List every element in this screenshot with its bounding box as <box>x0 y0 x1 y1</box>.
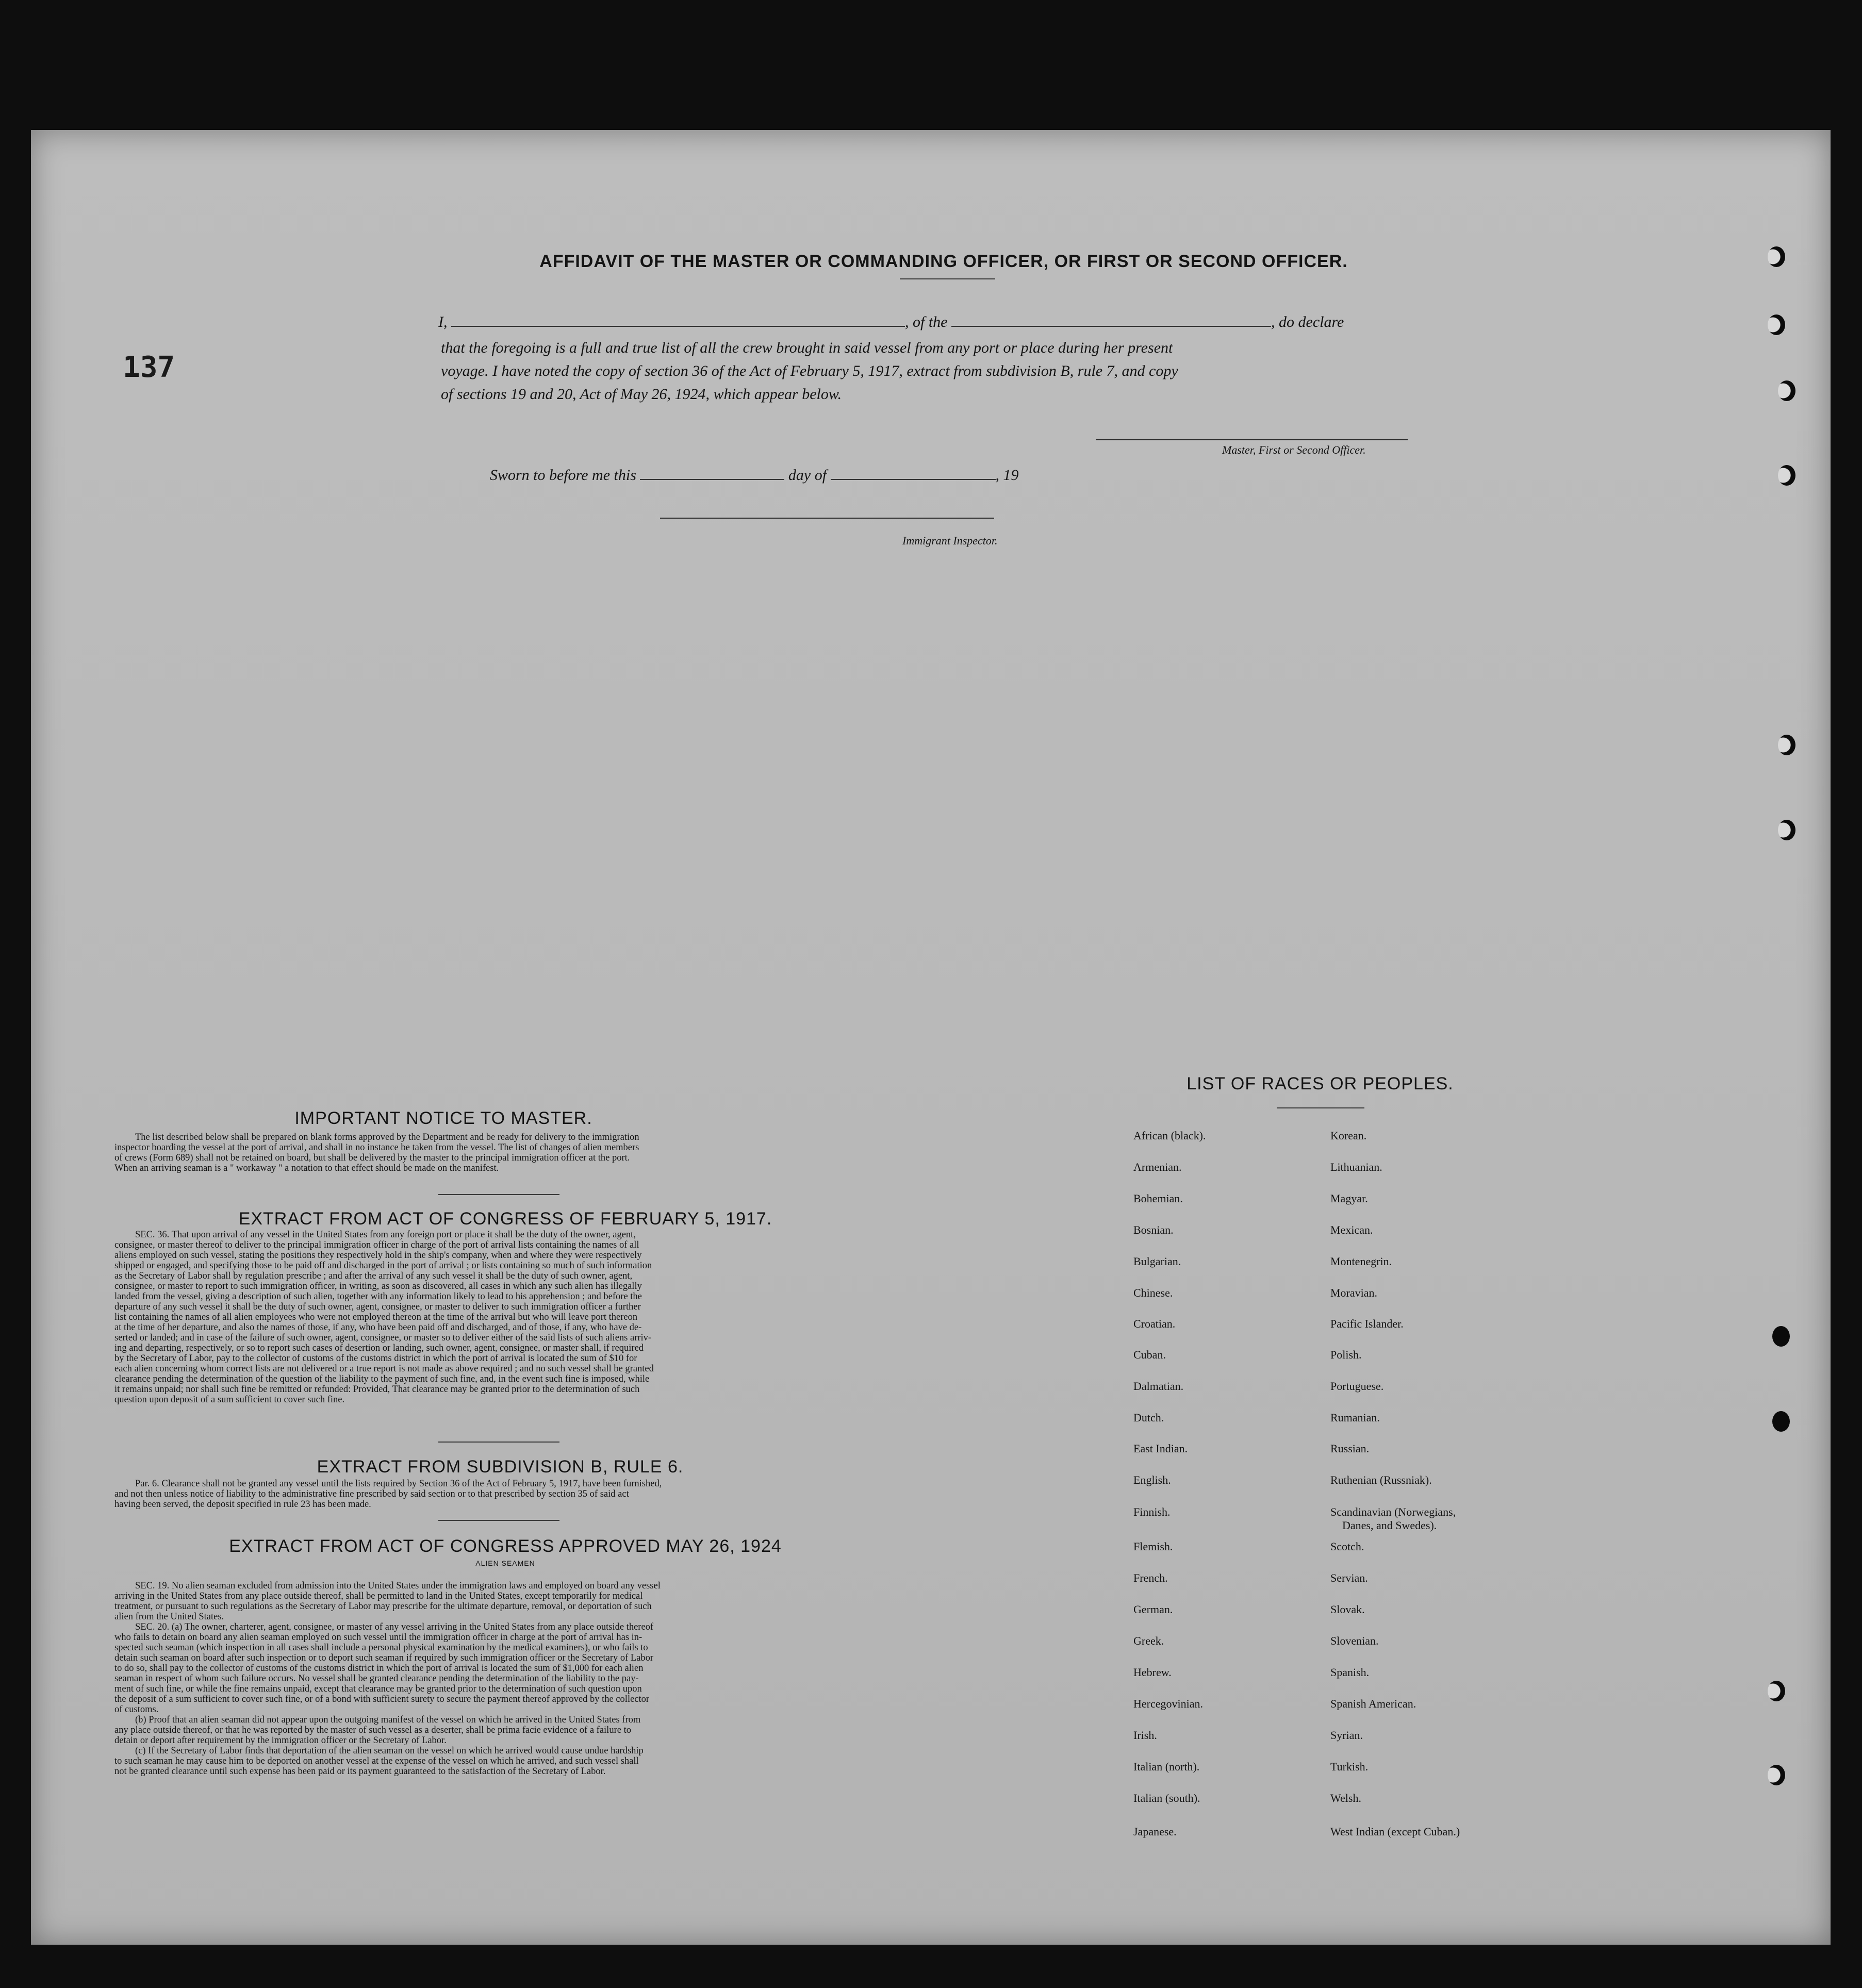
year-label: , 19 <box>995 467 1019 484</box>
extract-1917-line: serted or landed; and in case of the failure of such owner, agent, consignee, or master so to deliver either of the said lists of such aliens arriv- <box>114 1333 652 1343</box>
punch-hole-icon <box>1778 465 1795 486</box>
race-right-continuation: Danes, and Swedes). <box>1342 1519 1437 1532</box>
sworn-month-blank[interactable] <box>831 468 996 480</box>
race-left: Bosnian. <box>1133 1223 1174 1236</box>
race-left: English. <box>1133 1473 1171 1486</box>
extract-1924-line: spected such seaman (which inspection in all cases shall include a personal physical examination by the medical examiners), or who fails to <box>114 1643 648 1653</box>
extract-1924-line: seaman in respect of whom such failure occurs. No vessel shall be granted clearance pending the determination of the liability to the pay- <box>114 1674 639 1684</box>
extract-1917-line: it remains unpaid; nor shall such fine be remitted or refunded: Provided, That clearance may be granted prior to the determination of such <box>114 1384 640 1395</box>
race-right: Slovak. <box>1330 1603 1365 1616</box>
rule-6-line: having been served, the deposit specified in rule 23 has been made. <box>114 1499 371 1510</box>
vessel-blank[interactable] <box>951 314 1271 327</box>
affidavit-title-rule <box>900 278 995 279</box>
punch-hole-icon <box>1768 1765 1785 1785</box>
race-right: Turkish. <box>1330 1760 1369 1773</box>
extract-1924-line: (c) If the Secretary of Labor finds that deportation of the alien seaman on the vessel on which he arrived would cause undue hardship <box>135 1746 644 1756</box>
races-divider <box>1277 1107 1364 1108</box>
extract-1917-body <box>114 1230 893 1405</box>
punch-hole-icon <box>1768 1681 1785 1701</box>
race-right: Servian. <box>1330 1571 1368 1584</box>
race-left: Chinese. <box>1133 1286 1173 1299</box>
race-left: Croatian. <box>1133 1317 1176 1330</box>
extract-1924-line: any place outside thereof, or that he was reported by the master of such vessel as a deserter, shall be prima facie evidence of a failure to <box>114 1725 631 1735</box>
race-right: Magyar. <box>1330 1192 1368 1205</box>
race-right: Scotch. <box>1330 1540 1364 1553</box>
race-right: Korean. <box>1330 1129 1367 1142</box>
notice-title: IMPORTANT NOTICE TO MASTER. <box>294 1108 592 1128</box>
extract-1924-line: to do so, shall pay to the collector of customs of the customs district in which the port of arrival is located the sum of $1,000 for each alien <box>114 1663 644 1674</box>
extract-1924-title: EXTRACT FROM ACT OF CONGRESS APPROVED MAY 26, 1924 <box>229 1536 782 1556</box>
extract-1917-line: SEC. 36. That upon arrival of any vessel in the United States from any foreign port or place it shall be the duty of the owner, agent, <box>135 1230 636 1240</box>
race-right: Syrian. <box>1330 1729 1363 1742</box>
race-left: East Indian. <box>1133 1442 1188 1455</box>
races-title: LIST OF RACES OR PEOPLES. <box>1187 1074 1454 1094</box>
race-left: Hercegovinian. <box>1133 1697 1203 1710</box>
day-of-label: day of <box>788 467 827 484</box>
race-left: Italian (north). <box>1133 1760 1200 1773</box>
race-right: Moravian. <box>1330 1286 1378 1299</box>
race-right: West Indian (except Cuban.) <box>1330 1825 1460 1838</box>
notice-line: When an arriving seaman is a " workaway " a notation to that effect should be made on the manifest. <box>114 1163 499 1173</box>
extract-1917-line: question upon deposit of a sum sufficient to cover such fine. <box>114 1395 345 1405</box>
extract-1924-body <box>114 1581 893 1777</box>
affidavit-declare-label: , do declare <box>1271 313 1344 330</box>
race-left: Dutch. <box>1133 1411 1164 1424</box>
race-left: French. <box>1133 1571 1168 1584</box>
race-right: Polish. <box>1330 1348 1362 1361</box>
extract-1924-line: who fails to detain on board any alien seaman employed on such vessel until the immigration officer in charge at the port of arrival has in- <box>114 1632 642 1643</box>
race-right: Scandinavian (Norwegians, <box>1330 1505 1456 1518</box>
extract-1917-line: shipped or engaged, and specifying those to be paid off and discharged in the port of arrival ; or lists containing so much of such information <box>114 1261 652 1271</box>
master-signature-label: Master, First or Second Officer. <box>1222 443 1366 456</box>
extract-1917-line: at the time of her departure, and also the names of those, if any, who have been paid off and discharged, and of those, if any, who have de- <box>114 1322 642 1333</box>
extract-1917-line: consignee, or master thereof to deliver to the principal immigration officer in charge of the port of arrival lists containing the names of all <box>114 1240 639 1250</box>
race-left: German. <box>1133 1603 1173 1616</box>
affidavit-line-4: of sections 19 and 20, Act of May 26, 1924, which appear below. <box>441 386 842 403</box>
sworn-day-blank[interactable] <box>640 468 784 480</box>
extract-1917-divider <box>438 1442 559 1443</box>
extract-1917-line: landed from the vessel, giving a description of such alien, together with any information likely to lead to his apprehension ; and before the <box>114 1291 642 1302</box>
extract-1924-line: treatment, or pursuant to such regulations as the Secretary of Labor may prescribe for the ultimate departure, removal, or deportation of such <box>114 1601 652 1612</box>
rule-6-body <box>114 1479 893 1510</box>
notice-body <box>114 1132 893 1173</box>
extract-1917-line: list containing the names of all alien employees who were not employed thereon at the time of the arrival but who will leave port thereon <box>114 1312 638 1322</box>
notice-divider <box>438 1194 559 1195</box>
race-left: Italian (south). <box>1133 1792 1200 1804</box>
rule-6-divider <box>438 1520 559 1521</box>
rule-6-line: and not then unless notice of liability to the administrative fine prescribed by said section or to that prescribed by section 35 of said act <box>114 1489 629 1499</box>
race-right: Rumanian. <box>1330 1411 1380 1424</box>
sworn-label: Sworn to before me this <box>490 467 636 484</box>
race-left: Bohemian. <box>1133 1192 1183 1205</box>
extract-1917-line: clearance pending the determination of the question of the liability to the payment of such fine, and, in the event such fine is imposed, while <box>114 1374 650 1384</box>
race-right: Spanish. <box>1330 1666 1370 1679</box>
extract-1924-line: not be granted clearance until such expense has been paid or its payment guaranteed to the satisfaction of the Secretary of Labor. <box>114 1766 606 1777</box>
race-left: Japanese. <box>1133 1825 1177 1838</box>
extract-1924-line: SEC. 20. (a) The owner, charterer, agent, consignee, or master of any vessel arriving in the United States from any place outside thereof <box>135 1622 654 1632</box>
extract-1924-line: to such seaman he may cause him to be deported on another vessel at the expense of the vessel on which he arrived, and such vessel shall <box>114 1756 639 1766</box>
rule-6-line: Par. 6. Clearance shall not be granted any vessel until the lists required by Section 36 of the Act of February 5, 1917, have been furnished, <box>135 1479 662 1489</box>
race-right: Portuguese. <box>1330 1380 1384 1393</box>
extract-1917-line: consignee, or master to report to such immigration officer, in writing, as soon as discovered, all cases in which any such alien has illegally <box>114 1281 642 1291</box>
extract-1924-line: alien from the United States. <box>114 1612 224 1622</box>
notice-line: inspector boarding the vessel at the port of arrival, and shall in no instance be taken from the vessel. The list of changes of alien members <box>114 1142 639 1153</box>
extract-1924-subtitle: ALIEN SEAMEN <box>475 1559 535 1567</box>
master-signature-line[interactable] <box>1096 439 1408 440</box>
extract-1917-line: each alien concerning whom correct lists are not delivered or a true report is not made as above required ; and no such vessel shall be granted <box>114 1364 654 1374</box>
extract-1924-line: the deposit of a sum sufficient to cover such fine, or of a bond with sufficient surety to secure the payment thereof approved by the collector <box>114 1694 650 1704</box>
notice-line: The list described below shall be prepared on blank forms approved by the Department and be ready for delivery to the immigration <box>135 1132 639 1142</box>
extract-1924-line: SEC. 19. No alien seaman excluded from admission into the United States under the immigration laws and employed on board any vessel <box>135 1581 661 1591</box>
race-right: Slovenian. <box>1330 1634 1379 1647</box>
extract-1924-line: ment of such fine, or while the fine remains unpaid, except that clearance may be granted prior to the determination of such question upon <box>114 1684 642 1694</box>
rule-6-title: EXTRACT FROM SUBDIVISION B, RULE 6. <box>317 1457 684 1477</box>
punch-hole-icon <box>1778 735 1795 755</box>
punch-hole-icon <box>1772 1326 1790 1347</box>
extract-1917-line: aliens employed on such vessel, stating the positions they respectively hold in the ship's company, when and where they were respectively <box>114 1250 642 1261</box>
inspector-signature-line[interactable] <box>660 518 994 519</box>
race-left: Irish. <box>1133 1729 1157 1742</box>
extract-1924-line: detain or deport after requirement by the immigration officer or the Secretary of Labor. <box>114 1735 447 1746</box>
affidavit-i-label: I, <box>438 313 448 330</box>
race-right: Montenegrin. <box>1330 1255 1392 1268</box>
name-blank[interactable] <box>451 314 905 327</box>
affidavit-line-3: voyage. I have noted the copy of section 36 of the Act of February 5, 1917, extract from subdivision B, rule 7, and copy <box>441 362 1178 379</box>
race-left: Hebrew. <box>1133 1666 1172 1679</box>
race-right: Spanish American. <box>1330 1697 1416 1710</box>
notice-line: of crews (Form 689) shall not be retained on board, but shall be delivered by the master to the principal immigration officer at the port. <box>114 1153 630 1163</box>
inspector-signature-label: Immigrant Inspector. <box>902 534 998 547</box>
punch-hole-icon <box>1772 1411 1790 1432</box>
extract-1917-line: as the Secretary of Labor shall by regulation prescribe ; and after the arrival of any such vessel it shall be the duty of such owner, agent, <box>114 1271 633 1281</box>
race-left: Bulgarian. <box>1133 1255 1181 1268</box>
extract-1917-line: ing and departing, respectively, or so to report such cases of desertion or landing, such owner, agent, consignee, or master shall, if required <box>114 1343 644 1353</box>
punch-hole-icon <box>1768 246 1785 267</box>
punch-hole-icon <box>1778 380 1795 401</box>
page-number-stamp: 137 <box>123 351 175 384</box>
affidavit-title: AFFIDAVIT OF THE MASTER OR COMMANDING OFFICER, OR FIRST OR SECOND OFFICER. <box>539 252 1348 271</box>
race-right: Pacific Islander. <box>1330 1317 1404 1330</box>
extract-1924-line: arriving in the United States from any place outside thereof, shall be permitted to land in the United States, except temporarily for medical <box>114 1591 643 1601</box>
extract-1917-title: EXTRACT FROM ACT OF CONGRESS OF FEBRUARY 5, 1917. <box>238 1209 772 1229</box>
race-left: Greek. <box>1133 1634 1164 1647</box>
extract-1917-line: departure of any such vessel it shall be the duty of such owner, agent, consignee, or master to deliver to such immigration officer a further <box>114 1302 641 1312</box>
extract-1924-line: (b) Proof that an alien seaman did not appear upon the outgoing manifest of the vessel on which he arrived in the United States from <box>135 1715 641 1725</box>
extract-1924-line: of customs. <box>114 1704 159 1715</box>
race-right: Ruthenian (Russniak). <box>1330 1473 1432 1486</box>
sworn-line <box>490 467 1019 484</box>
race-right: Welsh. <box>1330 1792 1361 1804</box>
race-left: Dalmatian. <box>1133 1380 1184 1393</box>
extract-1924-line: detain such seaman on board after such inspection or to deport such seaman if required by such immigration officer or the Secretary of Labor <box>114 1653 654 1663</box>
affidavit-of-the-label: , of the <box>905 313 948 330</box>
race-left: Flemish. <box>1133 1540 1173 1553</box>
race-left: Finnish. <box>1133 1505 1171 1518</box>
race-left: Cuban. <box>1133 1348 1166 1361</box>
punch-hole-icon <box>1778 820 1795 840</box>
punch-hole-icon <box>1768 314 1785 335</box>
race-right: Lithuanian. <box>1330 1161 1382 1173</box>
race-right: Mexican. <box>1330 1223 1373 1236</box>
race-right: Russian. <box>1330 1442 1370 1455</box>
race-left: Armenian. <box>1133 1161 1182 1173</box>
affidavit-line-1 <box>438 313 1449 331</box>
affidavit-line-2: that the foregoing is a full and true list of all the crew brought in said vessel from any port or place during her present <box>441 339 1173 356</box>
extract-1917-line: by the Secretary of Labor, pay to the collector of customs of the customs district in which the port of arrival is located the sum of $10 for <box>114 1353 637 1364</box>
race-left: African (black). <box>1133 1129 1206 1142</box>
